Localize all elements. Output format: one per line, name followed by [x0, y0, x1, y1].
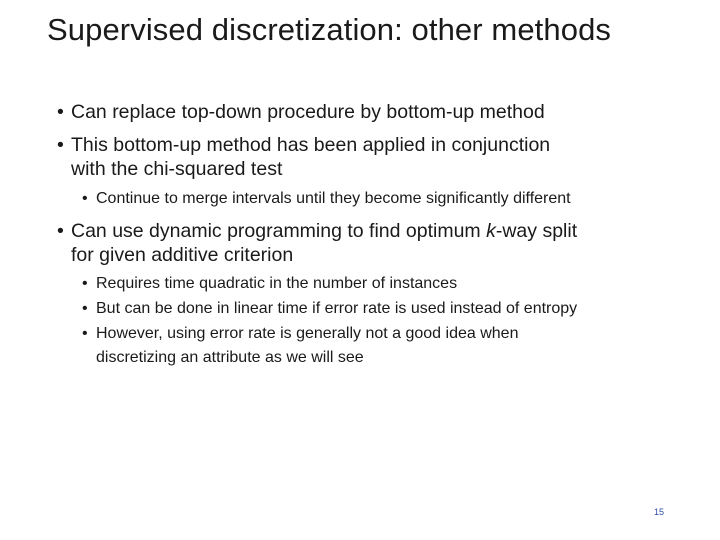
bullet-marker: •	[82, 190, 88, 207]
sub-bullet-item	[82, 322, 682, 370]
bullet-marker: •	[82, 275, 88, 292]
sub-bullet-item	[82, 187, 682, 211]
sub-bullet-text: But can be done in linear time if error rate is used instead of entropy	[96, 300, 578, 317]
sub-bullet-item	[82, 272, 682, 296]
bullet-marker: •	[82, 325, 88, 342]
bullet-text-italic-k: k	[486, 220, 496, 242]
sub-bullet-text: Requires time quadratic in the number of instances	[96, 275, 458, 292]
bullet-text-line-2: with the chi-squared test	[71, 158, 283, 180]
bullet-marker: •	[57, 134, 64, 156]
sub-bullet-text-line-1: However, using error rate is generally not a good idea when	[96, 325, 519, 342]
bullet-marker: •	[82, 300, 88, 317]
sub-bullet-text: Continue to merge intervals until they become significantly different	[96, 190, 571, 207]
page-number: 15	[653, 507, 664, 517]
bullet-item	[57, 219, 667, 267]
sub-bullet-item	[82, 297, 682, 321]
sub-bullet-text-line-2: discretizing an attribute as we will see	[96, 349, 364, 366]
bullet-text: Can replace top-down procedure by bottom-up method	[71, 101, 545, 123]
slide-title: Supervised discretization: other methods	[47, 12, 612, 47]
bullet-text-line-1a: Can use dynamic programming to find optimum	[71, 220, 487, 242]
bullet-text-line-1b: -way split	[495, 220, 578, 242]
bullet-text-line-2: for given additive criterion	[71, 244, 294, 266]
bullet-item	[57, 100, 667, 124]
bullet-text-line-1: This bottom-up method has been applied in conjunction	[71, 134, 551, 156]
bullet-marker: •	[57, 220, 64, 242]
bullet-item	[57, 133, 667, 181]
bullet-marker: •	[57, 101, 64, 123]
